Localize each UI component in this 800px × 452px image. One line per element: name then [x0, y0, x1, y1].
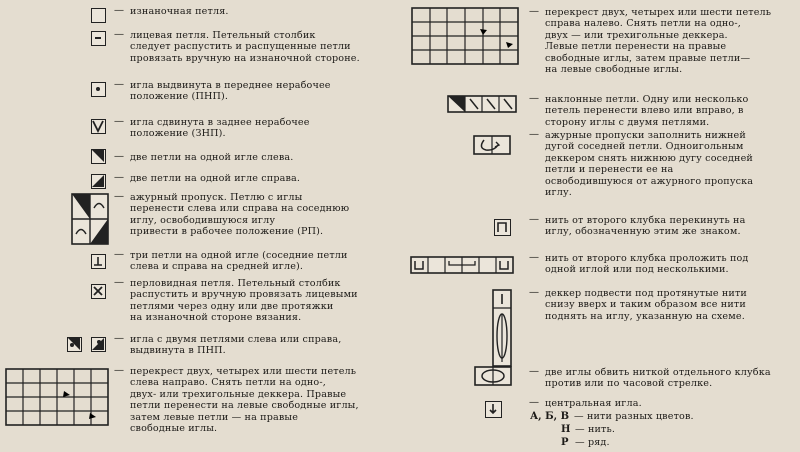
- text-line: иглу.: [545, 187, 572, 199]
- text-line: Левые петли перенести на правые: [545, 41, 727, 53]
- text-line: центральная игла.: [545, 398, 642, 409]
- text-line: слева направо. Снять петли на одно-,: [130, 377, 326, 389]
- text-line: дугой соседней петли. Одноигольным: [545, 141, 744, 153]
- cross-left-right-grid-icon: [6, 369, 108, 425]
- two-loops-front-left-icon: [67, 337, 82, 352]
- text-line: распустить и вручную провязать лицевыми: [130, 289, 358, 301]
- dash: —: [114, 333, 124, 344]
- dash: —: [114, 365, 124, 376]
- two-loops-left-icon: [91, 149, 106, 164]
- entry-eyelet: [130, 192, 349, 238]
- entry-knit-stitch: [130, 30, 360, 64]
- text-line: свободные иглы.: [130, 423, 218, 435]
- dash: —: [529, 397, 539, 408]
- dash: —: [114, 116, 124, 127]
- text-line: на изнаночной стороне вязания.: [130, 312, 302, 324]
- dash: —: [114, 79, 124, 90]
- slanted-loops-icon: [448, 96, 516, 112]
- dash: —: [114, 5, 124, 16]
- wrap-two-needles-icon: [475, 367, 511, 385]
- text-line: петлями через одну или две протяжки: [130, 300, 334, 312]
- dash: —: [529, 214, 539, 225]
- dash: —: [529, 287, 539, 298]
- text-line: ажурный пропуск. Петлю с иглы: [130, 192, 303, 203]
- text-line: положение (ЗНП).: [130, 128, 226, 140]
- three-loops-icon: [91, 254, 106, 269]
- text-line: лицевая петля. Петельный столбик: [130, 30, 316, 41]
- text-line: перекрест двух, четырех или шести петель: [130, 366, 357, 377]
- needle-back-icon: [91, 119, 106, 134]
- text-line: двух — или трехигольные деккера.: [545, 29, 728, 41]
- text-line: игла выдвинута в переднее нерабочее: [130, 80, 331, 91]
- central-needle-icon: [485, 401, 502, 418]
- text-line: две петли на одной игле слева.: [130, 152, 294, 163]
- row-key: Р: [561, 437, 569, 448]
- dash: —: [114, 191, 124, 202]
- text-line: освободившуюся от ажурного пропуска: [545, 175, 754, 187]
- colors-key: А, Б, В: [530, 411, 570, 422]
- second-yarn-under-icon: [411, 257, 513, 273]
- text-line: две иглы обвить ниткой отдельного клубка: [545, 367, 771, 378]
- colors-text: — нити разных цветов.: [574, 411, 694, 422]
- entry-second-yarn: [545, 215, 745, 238]
- entry-needle-front: [130, 80, 331, 103]
- row-text: — ряд.: [575, 437, 610, 448]
- text-line: сторону иглы с двумя петлями.: [545, 116, 710, 128]
- pearl-stitch-icon: [91, 284, 106, 299]
- dash: —: [529, 366, 539, 377]
- thread-key: Н: [561, 424, 571, 435]
- two-loops-right-icon: [91, 174, 106, 189]
- text-line: поднять на иглу, указанную на схеме.: [545, 310, 745, 322]
- needle-front-icon: [91, 82, 106, 97]
- text-line: одной иглой или под несколькими.: [545, 264, 729, 276]
- entry-pearl-stitch: [130, 278, 358, 324]
- text-line: провязать вручную на изнаночной стороне.: [130, 52, 360, 64]
- text-line: слева и справа на средней игле).: [130, 261, 304, 273]
- text-line: три петли на одной игле (соседние петли: [130, 250, 348, 261]
- purl-stitch-icon: [91, 8, 106, 23]
- text-line: перенести слева или справа на соседнюю: [130, 203, 350, 215]
- text-line: привести в рабочее положение (РП).: [130, 226, 324, 238]
- two-loops-front-right-icon: [91, 337, 106, 352]
- cross-right-left-grid-icon: [412, 8, 518, 64]
- entry-cross-right-left: [545, 7, 771, 75]
- text-line: ажурные пропуски заполнить нижней: [545, 130, 746, 141]
- entry-two-loops-right: [130, 173, 300, 184]
- dash: —: [529, 6, 539, 17]
- decker-lift-icon: [493, 290, 511, 366]
- text-line: на левые свободные иглы.: [545, 64, 683, 76]
- dash: —: [114, 29, 124, 40]
- entry-two-loops-left: [130, 152, 293, 163]
- entry-cross-left-right: [130, 366, 359, 434]
- text-line: выдвинута в ПНП.: [130, 345, 226, 357]
- text-line: свободные иглы, затем правые петли—: [545, 52, 751, 64]
- text-line: изнаночная петля.: [130, 6, 229, 17]
- entry-wrap-two-needles: [545, 367, 771, 390]
- entry-needle-back: [130, 117, 310, 140]
- thread-text: — нить.: [575, 424, 616, 435]
- text-line: игла сдвинута в заднее нерабочее: [130, 117, 310, 128]
- entry-three-loops: [130, 250, 348, 273]
- entry-two-loops-front: [130, 334, 341, 357]
- entry-decker-lift: [545, 288, 747, 322]
- text-line: две петли на одной игле справа.: [130, 173, 301, 184]
- text-line: петли и перенести ее на: [545, 164, 674, 176]
- text-line: петель перенести влево или вправо, в: [545, 105, 744, 117]
- text-line: следует распустить и распущенные петли: [130, 41, 351, 53]
- entry-second-yarn-under: [545, 253, 749, 276]
- entry-central-needle: [545, 398, 642, 409]
- entry-slanted-loops: [545, 94, 748, 128]
- text-line: перекрест двух, четырех или шести петель: [545, 7, 772, 18]
- dash: —: [114, 151, 124, 162]
- text-line: затем левые петли — на правые: [130, 411, 299, 423]
- entry-purl-stitch: [130, 6, 229, 17]
- dash: —: [114, 172, 124, 183]
- dash: —: [529, 93, 539, 104]
- text-line: игла с двумя петлями слева или справа,: [130, 334, 342, 345]
- dash: —: [114, 277, 124, 288]
- second-yarn-icon: [494, 219, 511, 236]
- dash: —: [529, 129, 539, 140]
- text-line: снизу вверх и таким образом все нити: [545, 299, 746, 311]
- text-line: справа налево. Снять петли на одно-,: [545, 18, 741, 30]
- text-line: перловидная петля. Петельный столбик: [130, 278, 341, 289]
- entry-eyelet-fill: [545, 130, 753, 198]
- text-line: наклонные петли. Одну или несколько: [545, 94, 749, 105]
- dash: —: [529, 252, 539, 263]
- knit-stitch-icon: [91, 31, 106, 46]
- text-line: против или по часовой стрелке.: [545, 378, 713, 390]
- text-line: иглу, обозначенную этим же знаком.: [545, 226, 741, 238]
- text-line: деккер подвести под протянутые нити: [545, 288, 747, 299]
- dash: —: [114, 249, 124, 260]
- text-line: нить от второго клубка перекинуть на: [545, 215, 746, 226]
- text-line: деккером снять нижнюю дугу соседней: [545, 152, 753, 164]
- text-line: положение (ПНП).: [130, 91, 229, 103]
- eyelet-fill-icon: [474, 136, 510, 154]
- text-line: двух- или трехигольные деккера. Правые: [130, 388, 347, 400]
- eyelet-transfer-icon: [72, 194, 108, 244]
- text-line: иглу, освободившуюся иглу: [130, 214, 276, 226]
- text-line: петли перенести на левые свободные иглы,: [130, 400, 359, 412]
- text-line: нить от второго клубка проложить под: [545, 253, 749, 264]
